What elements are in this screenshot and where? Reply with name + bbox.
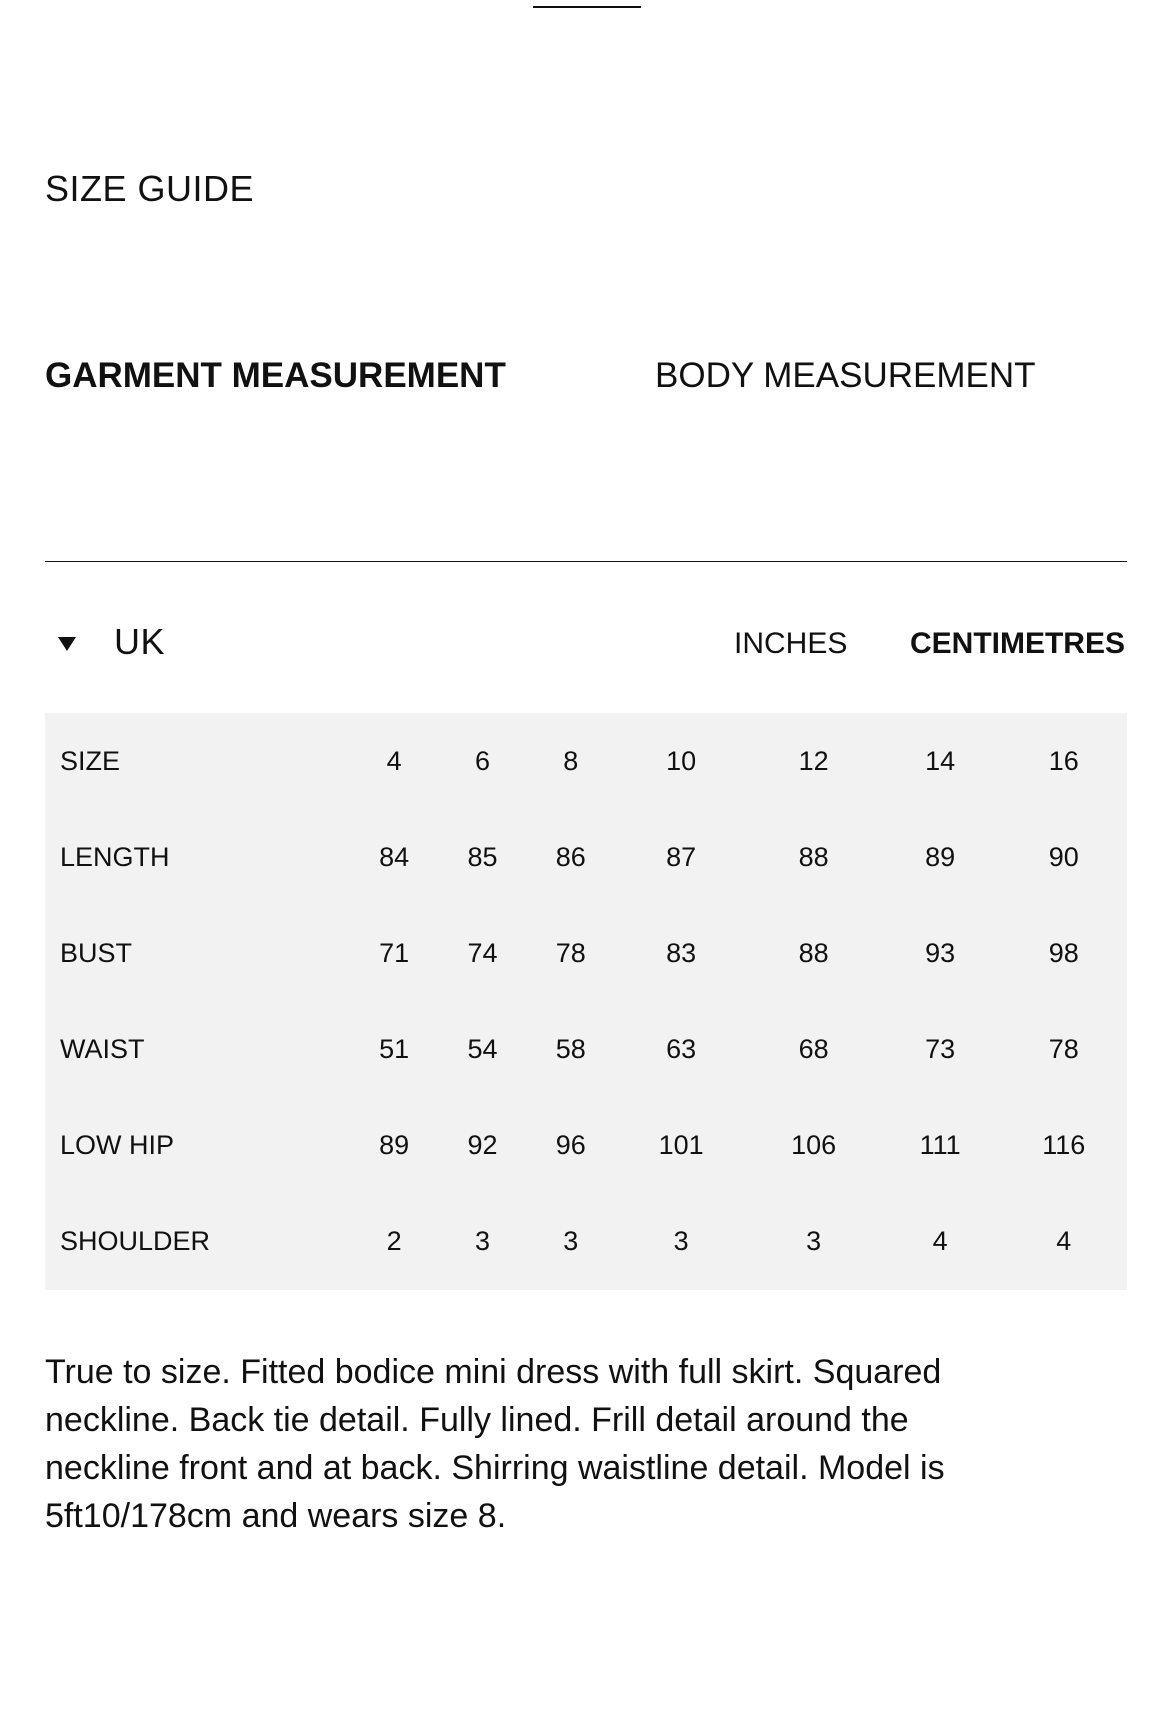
table-cell: 96 — [555, 1130, 586, 1161]
table-cell: 51 — [379, 1034, 410, 1065]
table-cell: 116 — [1042, 1130, 1086, 1161]
table-cell: 12 — [798, 745, 829, 776]
table-cell: 88 — [798, 841, 829, 872]
table-row — [45, 809, 1127, 905]
table-cell: 4 — [386, 745, 402, 776]
table-row — [45, 905, 1127, 1001]
table-cell: 3 — [806, 1226, 822, 1257]
table-cell: 3 — [563, 1226, 579, 1257]
region-dropdown[interactable] — [58, 622, 165, 662]
tab-garment-measurement[interactable]: GARMENT MEASUREMENT — [45, 356, 506, 395]
table-cell: 98 — [1048, 937, 1079, 968]
table-row — [45, 713, 1127, 809]
table-cell: 73 — [925, 1034, 956, 1065]
table-cell: 92 — [467, 1130, 498, 1161]
measurement-tabs — [45, 356, 1125, 400]
row-label: SIZE — [60, 745, 121, 776]
table-cell: 4 — [932, 1226, 948, 1257]
table-cell: 89 — [925, 841, 956, 872]
caret-down-icon — [58, 637, 76, 651]
table-cell: 87 — [666, 841, 697, 872]
row-label: BUST — [60, 937, 133, 968]
table-cell: 3 — [474, 1226, 490, 1257]
table-cell: 93 — [925, 937, 956, 968]
unit-inches-toggle[interactable]: INCHES — [734, 627, 848, 660]
table-row — [45, 1098, 1127, 1194]
table-cell: 4 — [1056, 1226, 1072, 1257]
row-label: WAIST — [60, 1034, 145, 1065]
table-cell: 111 — [919, 1130, 961, 1161]
unit-centimetres-toggle[interactable]: CENTIMETRES — [909, 627, 1125, 660]
table-cell: 85 — [467, 841, 498, 872]
table-cell: 89 — [379, 1130, 410, 1161]
table-cell: 86 — [555, 841, 586, 872]
table-cell: 88 — [798, 937, 829, 968]
row-label: LOW HIP — [60, 1130, 175, 1161]
divider — [45, 561, 1127, 562]
table-row — [45, 1194, 1127, 1290]
size-table — [45, 713, 1127, 1290]
row-label: LENGTH — [60, 841, 170, 872]
table-row — [45, 1001, 1127, 1097]
table-cell: 16 — [1048, 745, 1079, 776]
table-cell: 54 — [467, 1034, 498, 1065]
table-cell: 58 — [555, 1034, 586, 1065]
sheet-drag-handle[interactable] — [533, 6, 641, 8]
table-cell: 83 — [666, 937, 697, 968]
table-cell: 10 — [666, 745, 697, 776]
table-cell: 8 — [563, 745, 579, 776]
table-cell: 74 — [467, 937, 498, 968]
tab-body-measurement[interactable]: BODY MEASUREMENT — [655, 356, 1036, 395]
table-cell: 90 — [1048, 841, 1079, 872]
table-cell: 68 — [798, 1034, 829, 1065]
region-label: UK — [114, 621, 166, 662]
product-fit-description: True to size. Fitted bodice mini dress with full skirt. Squared neckline. Back tie detail. Fully lined. Frill detail around the neckline front and at back. Shirring waistline detail. Model is 5ft10/178cm and wears size 8. — [45, 1353, 945, 1535]
table-cell: 84 — [379, 841, 410, 872]
page-title: SIZE GUIDE — [45, 168, 255, 209]
table-cell: 78 — [1048, 1034, 1079, 1065]
table-cell: 101 — [658, 1130, 704, 1161]
table-cell: 2 — [386, 1226, 402, 1257]
table-cell: 78 — [555, 937, 586, 968]
row-label: SHOULDER — [60, 1226, 211, 1257]
table-cell: 3 — [673, 1226, 689, 1257]
table-cell: 14 — [925, 745, 956, 776]
table-cell: 71 — [379, 937, 410, 968]
table-cell: 63 — [666, 1034, 697, 1065]
table-cell: 106 — [791, 1130, 837, 1161]
table-cell: 6 — [474, 745, 490, 776]
